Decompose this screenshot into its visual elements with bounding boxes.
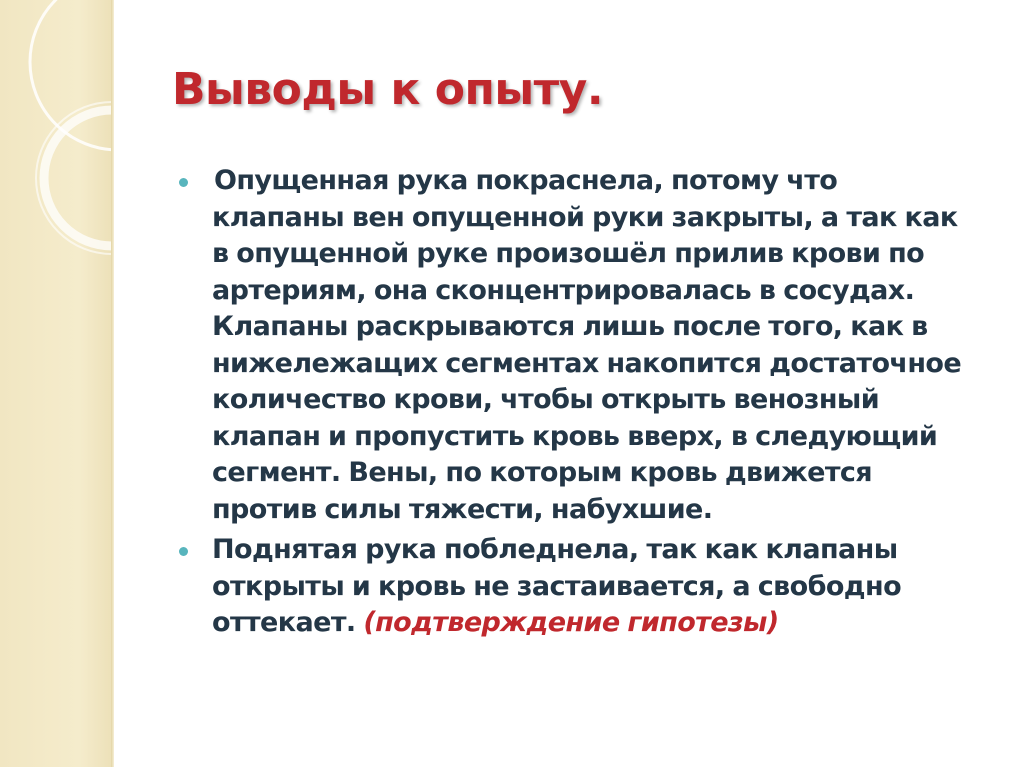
bullet-dot-icon <box>179 547 188 556</box>
bullet-item <box>177 532 977 642</box>
bullet-item <box>177 163 977 528</box>
decorative-side-panel <box>0 0 113 767</box>
bullet-list <box>177 163 977 642</box>
side-panel-edge <box>111 0 114 767</box>
bullet-dot-icon <box>179 178 188 187</box>
hypothesis-note: (подтверждение гипотезы) <box>363 607 779 638</box>
slide-title: Выводы к опыту. <box>172 64 604 115</box>
bullet-text: Поднятая рука побледнела, так как клапаны открыты и кровь не застаивается, а свободно оттекает. <box>212 534 902 638</box>
bullet-text: Опущенная рука покраснела, потому что клапаны вен опущенной руки закрыты, а так как в опущенной руке произошёл прилив крови по артериям, она сконцентрировалась в сосудах. Клапаны раскрываются лишь после того, как в нижележащих сегментах накопится достаточное количество крови, чтобы открыть венозный клапан и пропустить кровь вверх, в следующий сегмент. Вены, по которым кровь движется против силы тяжести, набухшие. <box>212 165 962 525</box>
decorative-rings <box>0 0 113 767</box>
